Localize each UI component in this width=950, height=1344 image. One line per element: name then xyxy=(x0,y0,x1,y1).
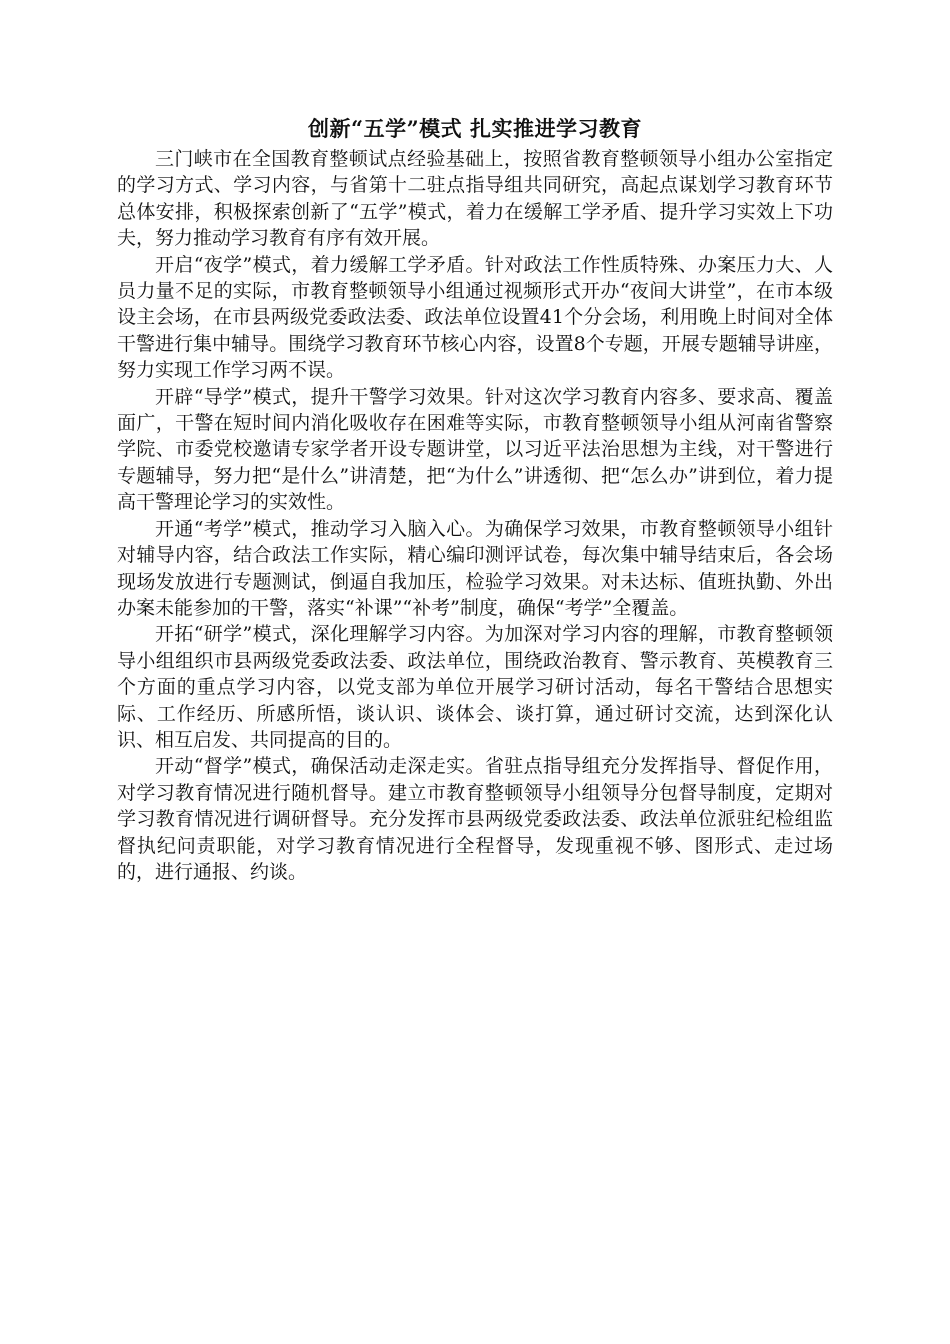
paragraph-exam-study: 开通“考学”模式，推动学习入脑入心。为确保学习效果，市教育整顿领导小组针对辅导内容，结合政法工作实际，精心编印测评试卷，每次集中辅导结束后，各会场现场发放进行专题测试，倒逼自我加压，检验学习效果。对未达标、值班执勤、外出办案未能参加的干警，落实“补课”“补考”制度，确保“考学”全覆盖。 xyxy=(117,517,833,619)
document-page xyxy=(117,112,833,885)
document-title: 创新“五学”模式 扎实推进学习教育 xyxy=(308,116,642,141)
paragraph-research-study: 开拓“研学”模式，深化理解学习内容。为加深对学习内容的理解，市教育整顿领导小组组织市县两级党委政法委、政法单位，围绕政治教育、警示教育、英模教育三个方面的重点学习内容，以党支部为单位开展学习研讨活动，每名干警结合思想实际、工作经历、所感所悟，谈认识、谈体会、谈打算，通过研讨交流，达到深化认识、相互启发、共同提高的目的。 xyxy=(117,623,833,751)
paragraph-night-study: 开启“夜学”模式，着力缓解工学矛盾。针对政法工作性质特殊、办案压力大、人员力量不足的实际，市教育整顿领导小组通过视频形式开办“夜间大讲堂”，在市本级设主会场，在市县两级党委政法委、政法单位设置41个分会场，利用晚上时间对全体干警进行集中辅导。围绕学习教育环节核心内容，设置8个专题，开展专题辅导讲座，努力实现工作学习两不误。 xyxy=(117,253,833,382)
paragraph-supervised-study: 开动“督学”模式，确保活动走深走实。省驻点指导组充分发挥指导、督促作用，对学习教育情况进行随机督导。建立市教育整顿领导小组领导分包督导制度，定期对学习教育情况进行调研督导。充分发挥市县两级党委政法委、政法单位派驻纪检组监督执纪问责职能，对学习教育情况进行全程督导，发现重视不够、图形式、走过场的，进行通报、约谈。 xyxy=(117,755,833,883)
paragraph-guided-study: 开辟“导学”模式，提升干警学习效果。针对这次学习教育内容多、要求高、覆盖面广，干警在短时间内消化吸收存在困难等实际，市教育整顿领导小组从河南省警察学院、市委党校邀请专家学者开设专题讲堂，以习近平法治思想为主线，对干警进行专题辅导，努力把“是什么”讲清楚，把“为什么”讲透彻、把“怎么办”讲到位，着力提高干警理论学习的实效性。 xyxy=(117,385,833,514)
paragraph-intro: 三门峡市在全国教育整顿试点经验基础上，按照省教育整顿领导小组办公室指定的学习方式、学习内容，与省第十二驻点指导组共同研究，高起点谋划学习教育环节总体安排，积极探索创新了“五学”模式，着力在缓解工学矛盾、提升学习实效上下功夫，努力推动学习教育有序有效开展。 xyxy=(117,148,833,250)
